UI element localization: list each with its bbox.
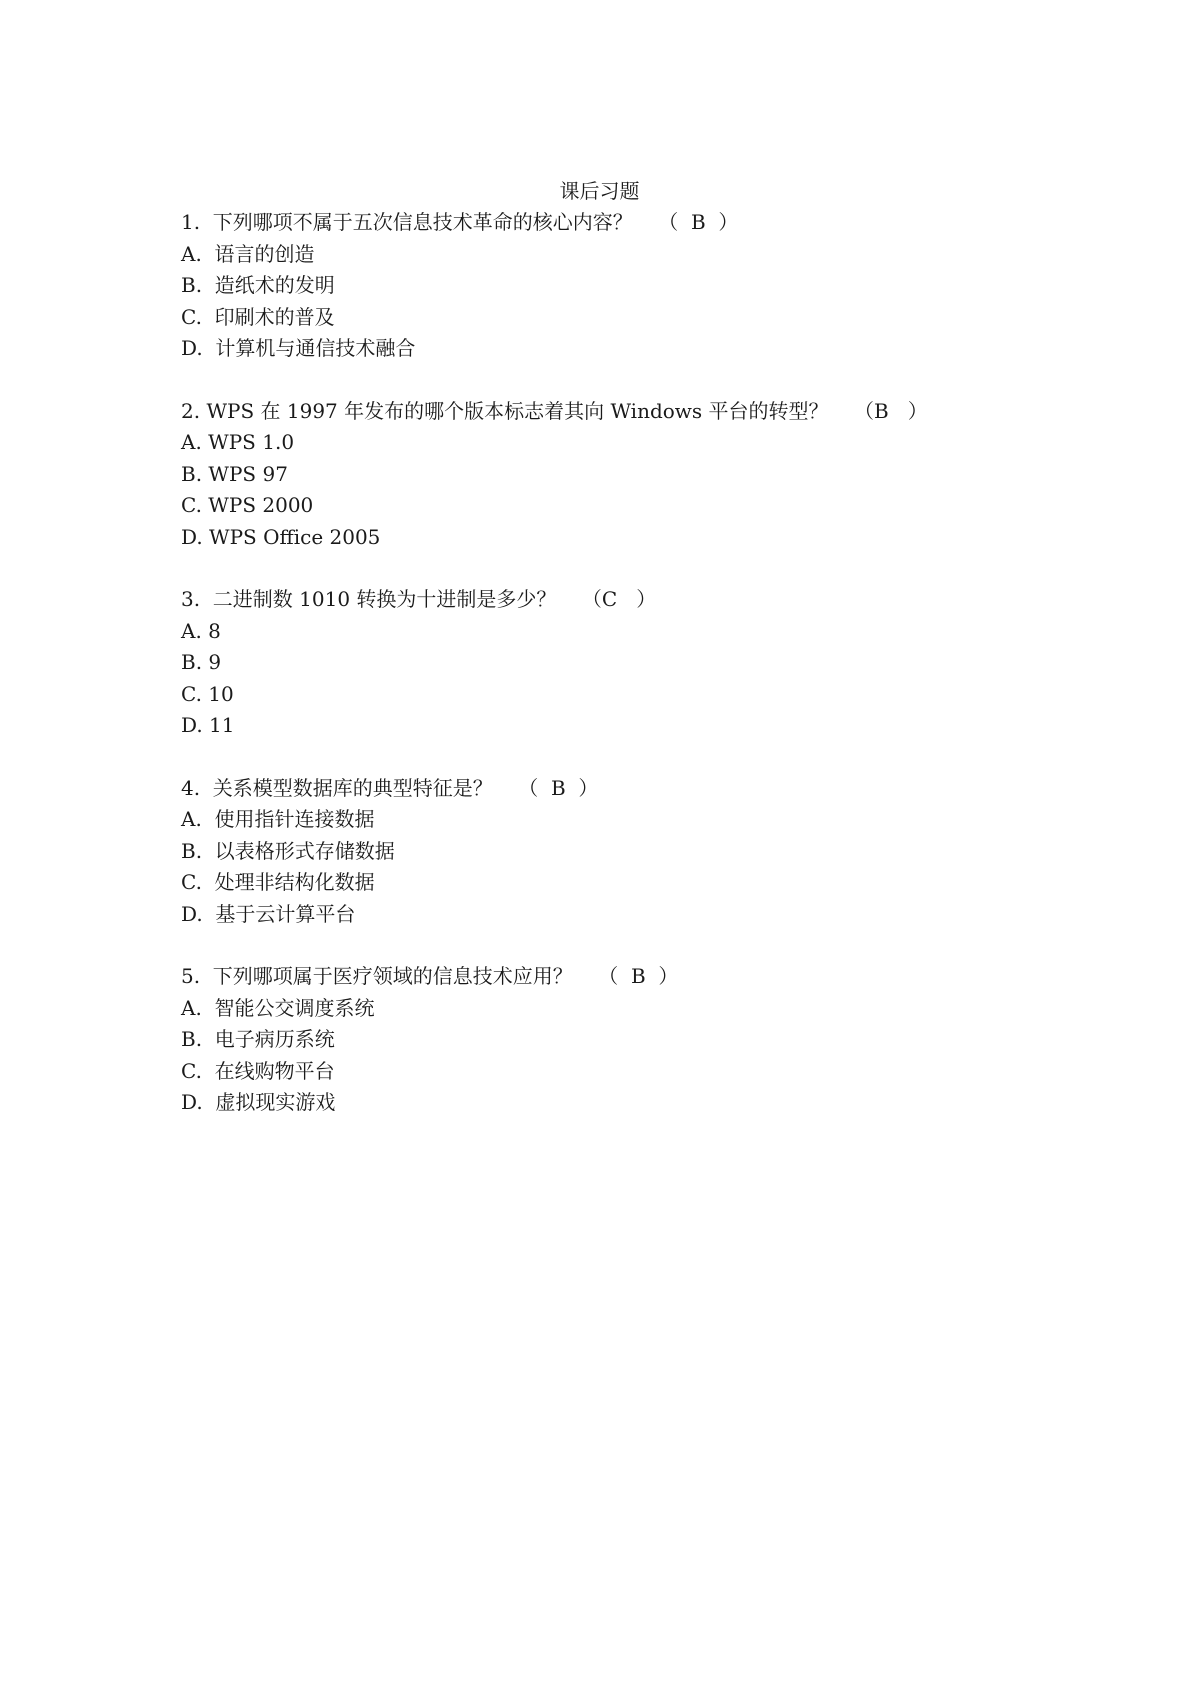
- question-4: [181, 773, 1011, 931]
- option-a: A. 8: [181, 618, 221, 643]
- answer-bracket: （B ）: [854, 398, 928, 423]
- answer-bracket: （ B ）: [658, 210, 739, 234]
- question-stem: [181, 396, 1011, 428]
- question-stem: [181, 207, 1011, 239]
- answer-bracket: （C ）: [581, 587, 657, 611]
- option-d: D. 11: [181, 713, 235, 737]
- option-b: B. WPS 97: [181, 461, 288, 486]
- option-b: B. 9: [181, 650, 222, 674]
- question-text: 5. 下列哪项属于医疗领域的信息技术应用？: [181, 964, 573, 988]
- option-d: D. 虚拟现实游戏: [181, 1090, 336, 1114]
- option-a: A. 使用指针连接数据: [181, 807, 375, 831]
- question-1: [181, 207, 1011, 365]
- question-text: 2. WPS 在 1997 年发布的哪个版本标志着其向 Windows 平台的转型？: [181, 398, 829, 423]
- option-a: A. 语言的创造: [181, 241, 315, 266]
- question-text: 1. 下列哪项不属于五次信息技术革命的核心内容？: [181, 210, 633, 234]
- question-3: [181, 584, 1011, 742]
- option-d: D. 计算机与通信技术融合: [181, 336, 416, 360]
- option-c: C. WPS 2000: [181, 493, 314, 517]
- option-b: B. 以表格形式存储数据: [181, 838, 395, 863]
- answer-bracket: （ B ）: [598, 964, 679, 988]
- question-5: [181, 961, 1011, 1119]
- option-d: D. WPS Office 2005: [181, 524, 381, 549]
- answer-bracket: （ B ）: [518, 775, 599, 800]
- question-2: [181, 396, 1011, 554]
- question-text: 4. 关系模型数据库的典型特征是？: [181, 775, 493, 800]
- option-b: B. 造纸术的发明: [181, 273, 335, 297]
- option-c: C. 印刷术的普及: [181, 304, 335, 329]
- question-text: 3. 二进制数 1010 转换为十进制是多少？: [181, 587, 557, 611]
- option-d: D. 基于云计算平台: [181, 901, 356, 926]
- page-title: 课后习题: [559, 179, 640, 203]
- option-c: C. 在线购物平台: [181, 1058, 335, 1083]
- option-c: C. 处理非结构化数据: [181, 870, 375, 894]
- question-stem: [181, 961, 1011, 993]
- question-stem: [181, 773, 1011, 805]
- option-a: A. 智能公交调度系统: [181, 995, 375, 1020]
- option-a: A. WPS 1.0: [181, 430, 295, 454]
- option-b: B. 电子病历系统: [181, 1027, 335, 1051]
- option-c: C. 10: [181, 681, 234, 706]
- exercise-sheet: [181, 176, 1011, 1150]
- question-stem: [181, 584, 1011, 616]
